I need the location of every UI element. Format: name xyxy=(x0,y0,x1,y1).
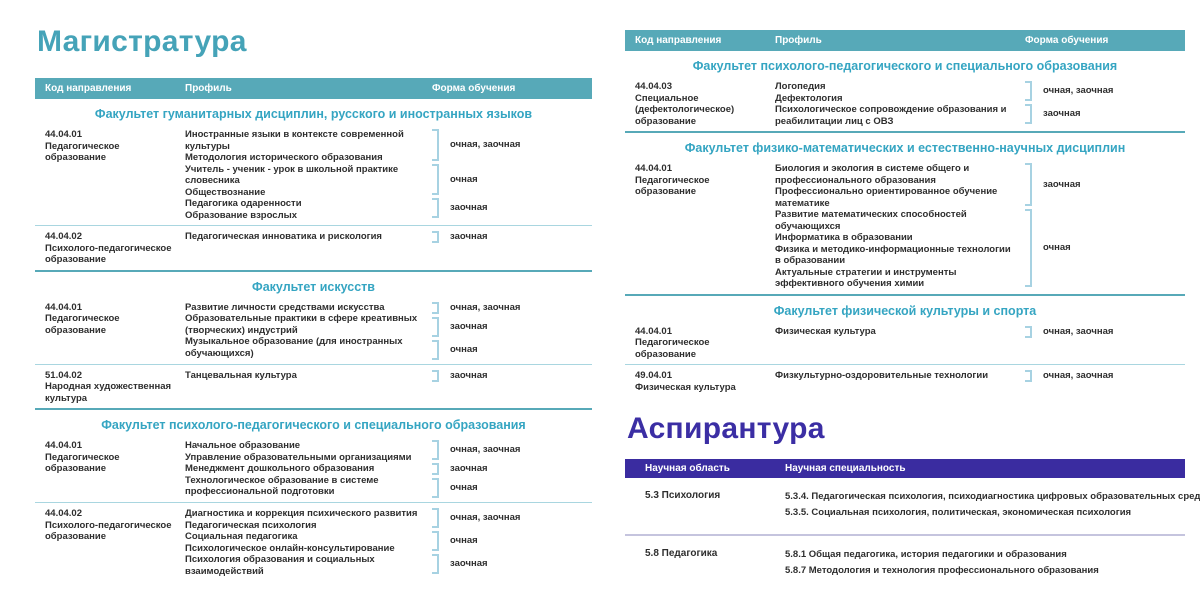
magistratura-right-sections xyxy=(625,51,1185,397)
form-label: очная, заочная xyxy=(1043,85,1114,97)
profile-item: Управление образовательными организациями xyxy=(185,451,412,463)
form-label: очная, заочная xyxy=(450,139,521,150)
science-area: 5.3 Психология xyxy=(645,490,721,501)
profile-list xyxy=(185,231,422,266)
direction-name: Педагогическое образование xyxy=(635,337,710,360)
form-group xyxy=(1025,81,1185,101)
profile-item: Менеджмент дошкольного образования xyxy=(185,463,375,474)
bracket-icon xyxy=(432,440,439,460)
form-group xyxy=(432,198,592,218)
header-code: Код направления xyxy=(635,35,722,46)
bracket-icon xyxy=(432,508,439,528)
profile-list xyxy=(185,370,422,405)
header-form: Форма обучения xyxy=(432,83,516,94)
form-label: очная xyxy=(450,343,478,355)
form-label: заочная xyxy=(450,320,488,332)
faculty-section xyxy=(35,410,592,581)
profile-item: Психология образования и социальных взаимодействий xyxy=(185,554,375,577)
bracket-icon xyxy=(432,554,439,574)
direction-code: 44.04.02 xyxy=(45,231,82,242)
program-row xyxy=(35,435,592,502)
bracket-icon xyxy=(432,370,439,382)
bracket-icon xyxy=(432,231,439,243)
specialty-item: 5.8.7 Методология и технология профессионального образования xyxy=(785,565,1099,576)
profile-item: Технологическое образование в системе профессиональной подготовки xyxy=(185,474,379,497)
profile-item: Педагогическая психология xyxy=(185,519,317,531)
form-group xyxy=(432,508,592,528)
magistratura-title: Магистратура xyxy=(37,25,247,58)
profile-item: Начальное образование xyxy=(185,440,301,451)
profile-item: Диагностика и коррекция психического развития xyxy=(185,508,418,519)
right-column xyxy=(625,0,1200,592)
form-group xyxy=(432,370,592,382)
code-cell xyxy=(45,231,175,266)
faculty-title: Факультет психолого-педагогического и специального образования xyxy=(101,418,526,432)
profile-list xyxy=(185,440,422,498)
bracket-icon xyxy=(432,302,439,314)
specialty-list xyxy=(785,490,1200,522)
program-row xyxy=(35,225,592,270)
left-column xyxy=(35,0,592,581)
profile-list xyxy=(185,129,422,221)
code-cell xyxy=(45,508,175,577)
form-group xyxy=(1025,370,1185,382)
profile-item: Музыкальное образование (для иностранных обучающихся) xyxy=(185,336,403,359)
profile-item: Физика и методико-информационные технологии в образовании xyxy=(775,243,1011,266)
program-row xyxy=(35,364,592,409)
science-row xyxy=(625,478,1200,534)
bracket-icon xyxy=(432,164,439,196)
profile-item: Информатика в образовании xyxy=(775,232,913,243)
direction-code: 44.04.03 xyxy=(635,81,672,92)
profile-list xyxy=(775,81,1015,127)
profile-item: Обществознание xyxy=(185,186,266,198)
program-row xyxy=(35,124,592,225)
profile-item: Социальная педагогика xyxy=(185,531,298,542)
specialty-item: 5.8.1 Общая педагогика, история педагогики и образования xyxy=(785,549,1067,560)
profile-item: Актуальные стратегии и инструменты эффективного обучения химии xyxy=(775,266,957,289)
profile-list xyxy=(775,163,1015,290)
aspirantura-rows xyxy=(625,478,1200,592)
direction-code: 49.04.01 xyxy=(635,370,672,381)
form-group xyxy=(432,463,592,475)
code-cell xyxy=(635,163,765,290)
form-list xyxy=(1025,81,1185,127)
form-group xyxy=(432,440,592,460)
header-profile: Профиль xyxy=(775,35,822,46)
profile-item: Логопедия xyxy=(775,81,826,92)
form-label: очная, заочная xyxy=(1043,370,1114,382)
bracket-icon xyxy=(432,129,439,161)
form-label: заочная xyxy=(450,369,488,381)
magistratura-table-header xyxy=(625,30,1185,51)
code-cell xyxy=(45,129,175,221)
bracket-icon xyxy=(432,478,439,498)
direction-code: 44.04.01 xyxy=(635,325,672,337)
faculty-section xyxy=(35,272,592,411)
direction-name: Психолого-педагогическое образование xyxy=(45,242,172,265)
faculty-section xyxy=(35,99,592,272)
form-label: заочная xyxy=(1043,178,1081,190)
bracket-icon xyxy=(432,340,439,360)
profile-list xyxy=(775,326,1015,361)
direction-name: Педагогическое образование xyxy=(635,174,710,197)
form-group xyxy=(432,164,592,196)
direction-name: Педагогическое образование xyxy=(45,451,120,474)
bracket-icon xyxy=(1025,104,1032,124)
profile-list xyxy=(775,370,1015,393)
program-row xyxy=(35,502,592,581)
direction-name: Педагогическое образование xyxy=(45,140,120,163)
form-group xyxy=(432,340,592,360)
form-list xyxy=(432,370,592,405)
form-group xyxy=(432,231,592,243)
program-row xyxy=(625,364,1185,397)
direction-name: Психолого-педагогическое образование xyxy=(45,519,172,542)
code-cell xyxy=(45,302,175,360)
form-group xyxy=(1025,209,1185,287)
code-cell xyxy=(635,81,765,127)
profile-item: Профессионально ориентированное обучение математике xyxy=(775,186,998,209)
form-group xyxy=(432,531,592,551)
form-group xyxy=(432,317,592,337)
program-row xyxy=(35,297,592,364)
code-cell xyxy=(635,370,765,393)
bracket-icon xyxy=(1025,370,1032,382)
profile-item: Дефектология xyxy=(775,92,843,104)
profile-item: Образовательные практики в сфере креативных (творческих) индустрий xyxy=(185,313,418,336)
profile-item: Педагогическая инноватика и рискология xyxy=(185,231,382,242)
bracket-icon xyxy=(1025,209,1032,287)
direction-name: Физическая культура xyxy=(635,381,736,393)
form-list xyxy=(432,302,592,360)
form-group xyxy=(1025,104,1185,124)
magistratura-table-header xyxy=(35,78,592,99)
profile-item: Учитель - ученик - урок в школьной практике словесника xyxy=(185,163,399,186)
code-cell xyxy=(635,326,765,361)
faculty-title: Факультет физико-математических и естественно-научных дисциплин xyxy=(684,141,1126,155)
form-label: очная xyxy=(1043,242,1071,253)
form-label: очная, заочная xyxy=(450,444,521,456)
direction-name: Специальное (дефектологическое) образование xyxy=(635,92,735,127)
profile-item: Образование взрослых xyxy=(185,209,298,221)
direction-name: Народная художественная культура xyxy=(45,381,172,404)
profile-item: Психологическое онлайн-консультирование xyxy=(185,542,395,554)
faculty-title: Факультет физической культуры и спорта xyxy=(773,303,1037,318)
direction-code: 44.04.01 xyxy=(635,163,672,174)
program-row xyxy=(625,158,1185,294)
profile-list xyxy=(185,508,422,577)
faculty-section xyxy=(625,51,1185,133)
profile-item: Развитие математических способностей обучающихся xyxy=(775,209,967,232)
faculty-title: Факультет искусств xyxy=(252,279,375,294)
specialty-list xyxy=(785,548,1185,580)
profile-item: Развитие личности средствами искусства xyxy=(185,301,385,313)
profile-item: Биология и экология в системе общего и профессионального образования xyxy=(775,163,970,186)
form-group xyxy=(432,554,592,574)
direction-code: 44.04.01 xyxy=(45,129,82,140)
code-cell xyxy=(45,370,175,405)
direction-code: 44.04.01 xyxy=(45,301,82,313)
program-row xyxy=(625,321,1185,365)
form-label: заочная xyxy=(450,231,488,243)
science-area: 5.8 Педагогика xyxy=(645,548,718,559)
program-row xyxy=(625,76,1185,131)
direction-code: 44.04.01 xyxy=(45,440,82,451)
form-label: очная, заочная xyxy=(1043,325,1114,337)
form-list xyxy=(432,440,592,498)
form-group xyxy=(432,478,592,498)
faculty-title: Факультет психолого-педагогического и специального образования xyxy=(692,59,1118,73)
form-label: заочная xyxy=(450,202,488,214)
bracket-icon xyxy=(1025,81,1032,101)
header-form: Форма обучения xyxy=(1025,35,1109,46)
faculty-section xyxy=(625,133,1185,296)
form-list xyxy=(1025,326,1185,361)
faculty-title: Факультет гуманитарных дисциплин, русского и иностранных языков xyxy=(94,107,533,121)
header-science-area: Научная область xyxy=(645,463,730,474)
form-label: заочная xyxy=(450,558,488,570)
form-list xyxy=(1025,163,1185,290)
form-label: очная, заочная xyxy=(450,301,521,313)
header-code: Код направления xyxy=(45,83,132,94)
form-label: очная, заочная xyxy=(450,512,521,524)
form-label: заочная xyxy=(1043,108,1081,120)
header-profile: Профиль xyxy=(185,83,232,94)
profile-item: Методология исторического образования xyxy=(185,152,383,163)
form-group xyxy=(1025,326,1185,338)
direction-code: 44.04.02 xyxy=(45,508,82,519)
profile-list xyxy=(185,302,422,360)
bracket-icon xyxy=(432,317,439,337)
specialty-item: 5.3.4. Педагогическая психология, психодиагностика цифровых образовательных сред xyxy=(785,491,1200,502)
form-group xyxy=(432,129,592,161)
profile-item: Иностранные языки в контексте современной культуры xyxy=(185,129,404,152)
code-cell xyxy=(45,440,175,498)
direction-code: 51.04.02 xyxy=(45,369,82,381)
profile-item: Танцевальная культура xyxy=(185,369,297,381)
direction-name: Педагогическое образование xyxy=(45,313,120,336)
form-list xyxy=(1025,370,1185,393)
science-row xyxy=(625,534,1185,592)
bracket-icon xyxy=(1025,326,1032,338)
magistratura-left-sections xyxy=(35,99,592,581)
form-list xyxy=(432,129,592,221)
profile-item: Педагогика одаренности xyxy=(185,198,302,209)
specialty-item: 5.3.5. Социальная психология, политическая, экономическая психология xyxy=(785,507,1132,518)
bracket-icon xyxy=(432,531,439,551)
form-label: заочная xyxy=(450,463,488,475)
aspirantura-title: Аспирантура xyxy=(627,412,825,445)
profile-item: Психологическое сопровождение образования и реабилитации лиц с ОВЗ xyxy=(775,104,1007,127)
form-group xyxy=(1025,163,1185,206)
bracket-icon xyxy=(432,198,439,218)
header-science-specialty: Научная специальность xyxy=(785,463,906,474)
bracket-icon xyxy=(432,463,439,475)
aspirantura-table-header xyxy=(625,459,1185,478)
form-list xyxy=(432,231,592,266)
bracket-icon xyxy=(1025,163,1032,206)
form-label: очная xyxy=(450,482,478,494)
faculty-section xyxy=(625,296,1185,398)
form-label: очная xyxy=(450,173,478,185)
profile-item: Физкультурно-оздоровительные технологии xyxy=(775,370,989,381)
form-list xyxy=(432,508,592,577)
form-group xyxy=(432,302,592,314)
profile-item: Физическая культура xyxy=(775,325,876,337)
form-label: очная xyxy=(450,535,478,547)
